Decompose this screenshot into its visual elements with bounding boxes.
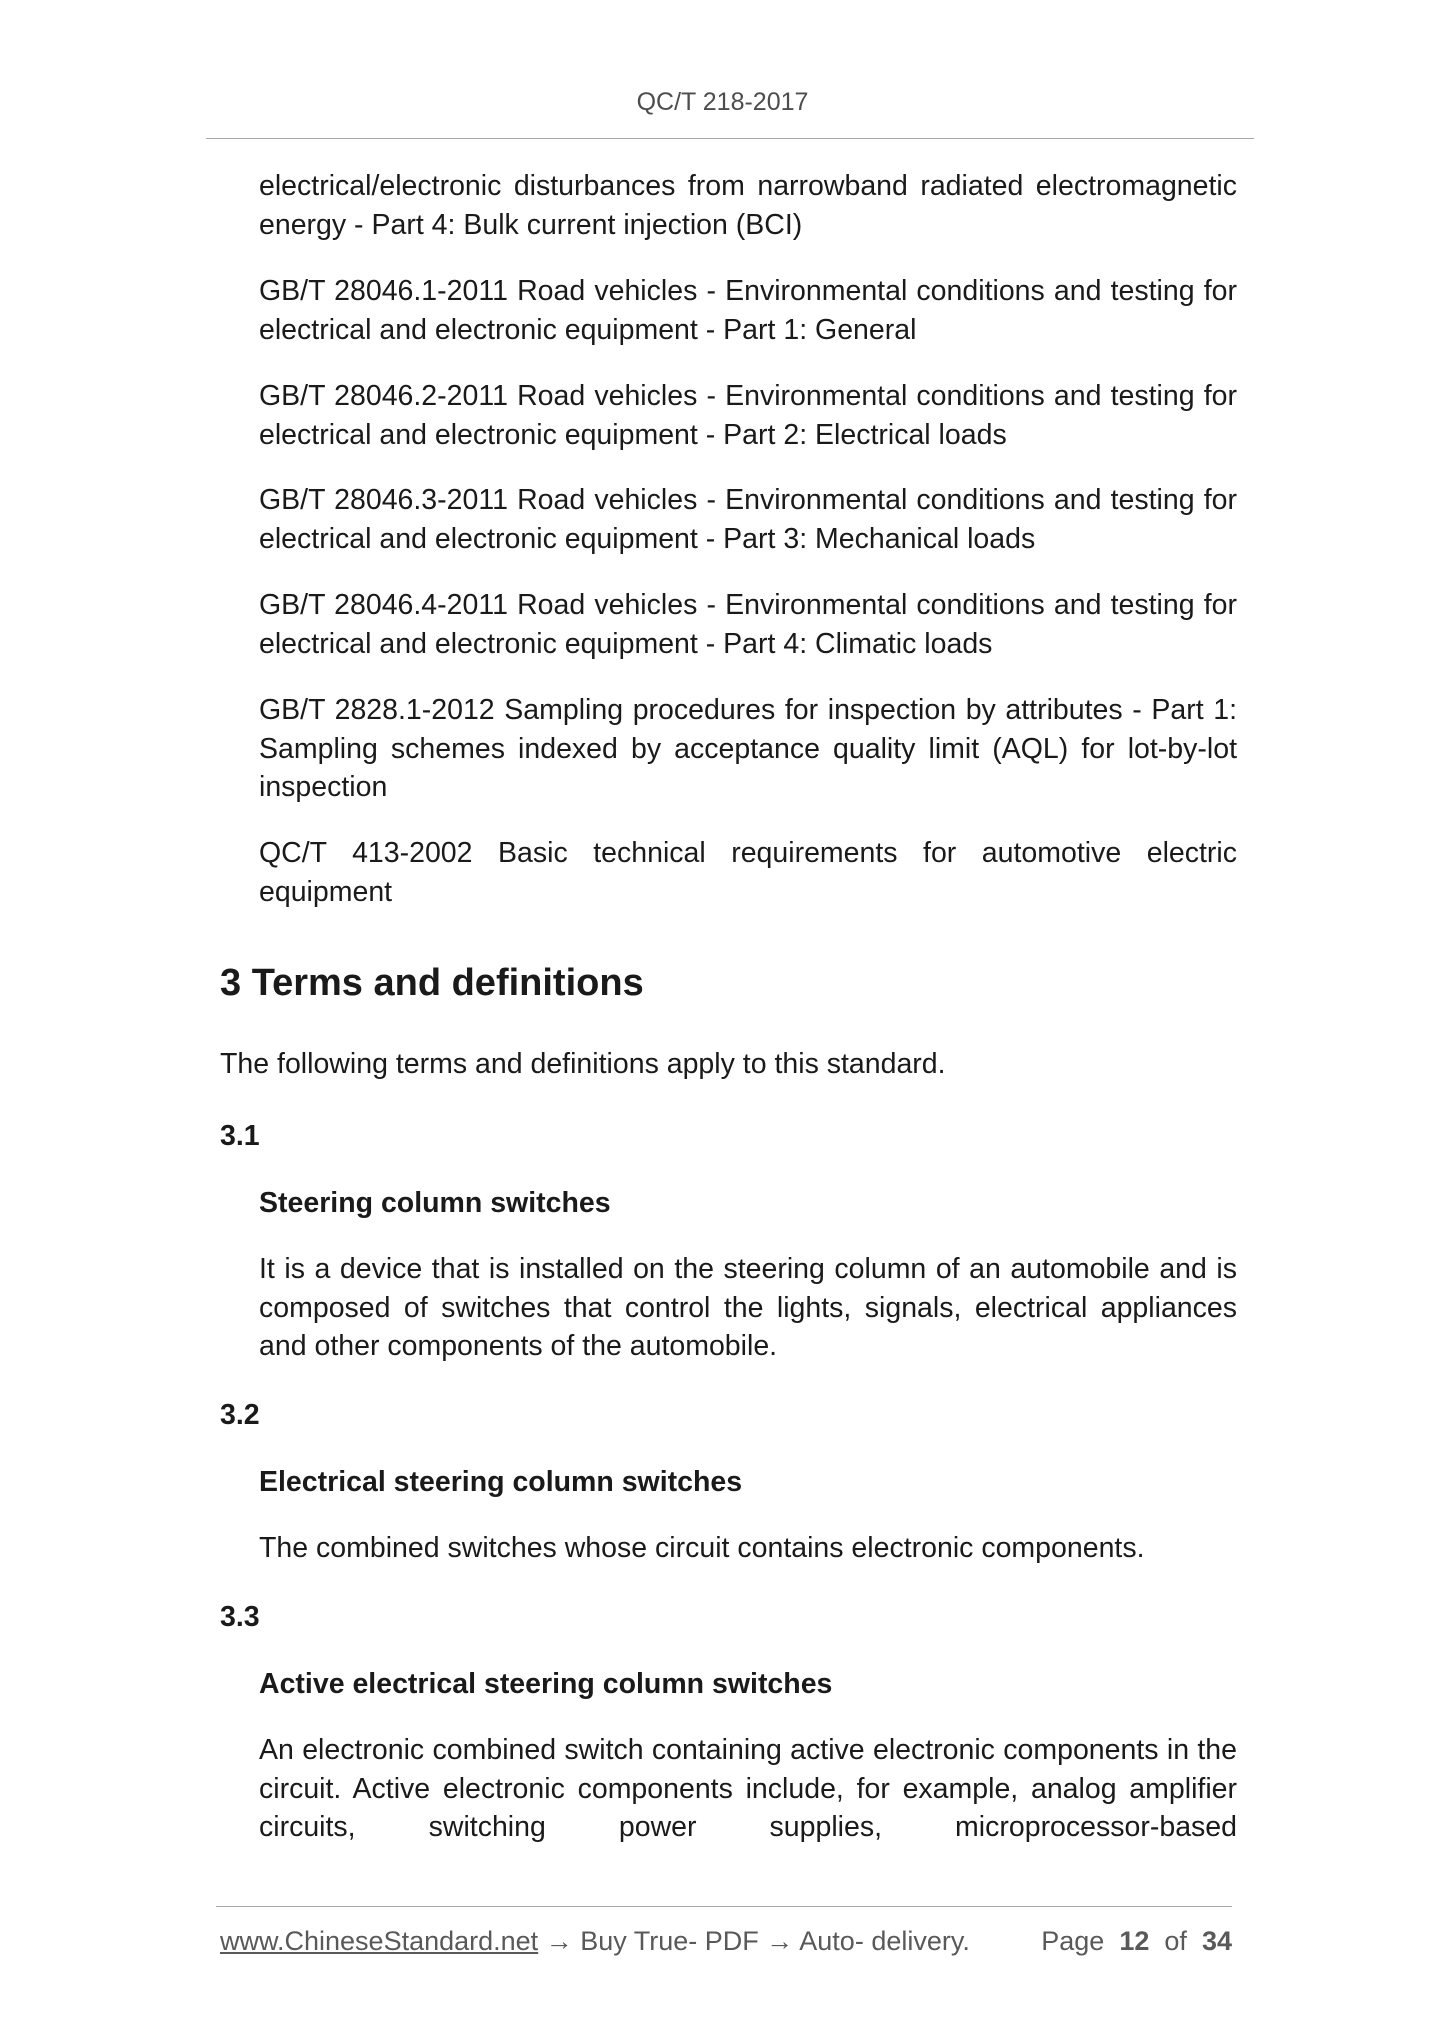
of-label: of (1164, 1926, 1187, 1956)
website-link[interactable]: www.ChineseStandard.net (220, 1926, 539, 1956)
reference-item: GB/T 28046.1-2011 Road vehicles - Environmental conditions and testing for electrical and electronic equipment - Part 1: General (259, 275, 1237, 346)
page-label: Page (1041, 1926, 1105, 1956)
reference-item: GB/T 28046.3-2011 Road vehicles - Environmental conditions and testing for electrical and electronic equipment - Part 3: Mechanical loads (259, 484, 1237, 555)
term-definition: An electronic combined switch containing active electronic components in the circuit. Active electronic components include, for example, analog amplifier circuits, switching power supplies, microprocessor-based (259, 1734, 1237, 1843)
section-heading: 3 Terms and definitions (220, 962, 644, 1004)
footer-buy-text: Buy True- PDF (572, 1926, 767, 1956)
term-number: 3.1 (220, 1120, 260, 1152)
reference-item: electrical/electronic disturbances from narrowband radiated electromagnetic energy - Part 4: Bulk current injection (BCI) (259, 170, 1237, 241)
header-divider (206, 138, 1254, 139)
term-definition: It is a device that is installed on the steering column of an automobile and is composed of switches that control the lights, signals, electrical appliances and other components of the automobile. (259, 1253, 1237, 1362)
term-definition: The combined switches whose circuit contains electronic components. (259, 1532, 1145, 1564)
term-name: Active electrical steering column switches (259, 1668, 833, 1700)
reference-item: QC/T 413-2002 Basic technical requirements for automotive electric equipment (259, 837, 1237, 908)
page-number: 12 (1119, 1926, 1150, 1956)
footer-delivery-text: Auto- delivery. (793, 1926, 970, 1956)
term-name: Electrical steering column switches (259, 1466, 743, 1498)
total-pages: 34 (1201, 1926, 1232, 1956)
term-name: Steering column switches (259, 1187, 611, 1219)
term-number: 3.3 (220, 1601, 260, 1633)
term-number: 3.2 (220, 1399, 260, 1431)
reference-item: GB/T 28046.2-2011 Road vehicles - Environmental conditions and testing for electrical and electronic equipment - Part 2: Electrical loads (259, 380, 1237, 451)
reference-item: GB/T 28046.4-2011 Road vehicles - Environmental conditions and testing for electrical and electronic equipment - Part 4: Climatic loads (259, 589, 1237, 660)
footer-promo (220, 1926, 970, 1957)
header-title: QC/T 218-2017 (636, 88, 809, 116)
arrow-right-icon: → (545, 1926, 573, 1956)
footer-divider (216, 1906, 1232, 1907)
reference-item: GB/T 2828.1-2012 Sampling procedures for inspection by attributes - Part 1: Sampling schemes indexed by acceptance quality limit (AQL) for lot-by-lot inspection (259, 694, 1237, 803)
page-indicator (1041, 1926, 1232, 1957)
arrow-right-icon: → (766, 1926, 794, 1956)
section-intro: The following terms and definitions apply to this standard. (220, 1048, 946, 1080)
